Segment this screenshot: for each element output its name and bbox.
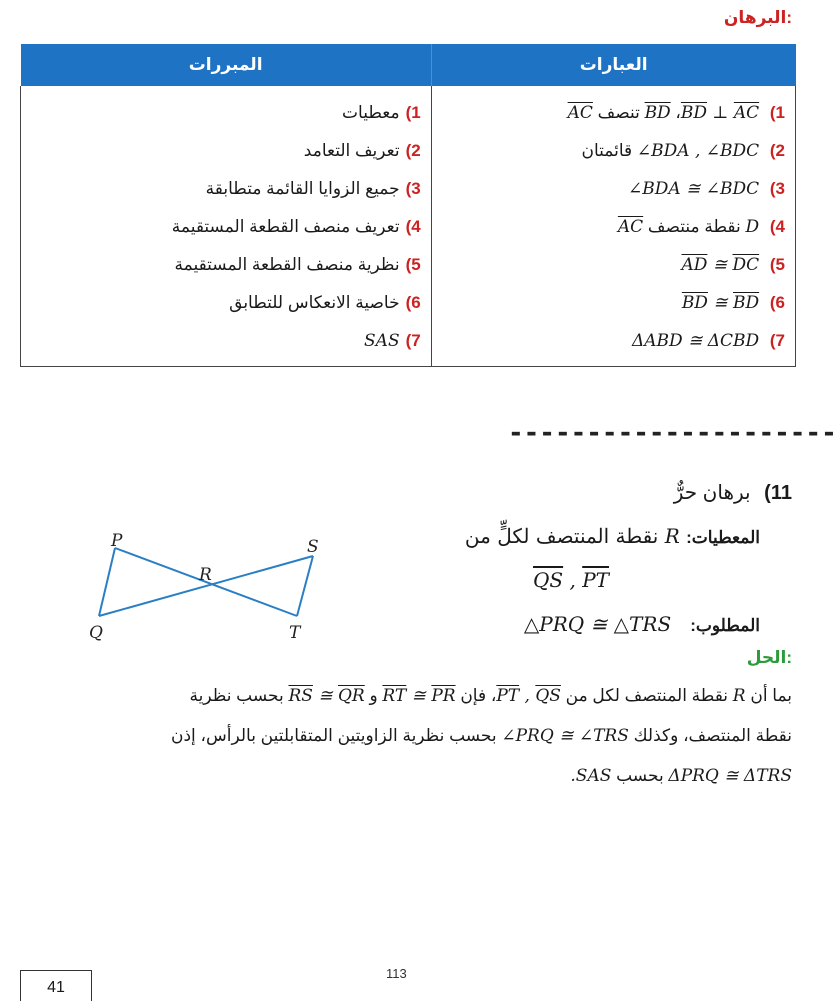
problem-number: 11) [764, 482, 792, 504]
table-row [21, 322, 796, 367]
reason-cell: 5)نظرية منصف القطعة المستقيمة [174, 255, 421, 274]
statement-cell: 6) $\overline{BD}$ ≅ $\overline{BD}$ [431, 284, 795, 322]
reason-cell: 7)SAS [364, 331, 421, 351]
label-q: Q [89, 623, 103, 643]
label-s: S [307, 537, 319, 557]
label-p: P [111, 531, 123, 551]
problem-title-text: برهان حرٌّ [673, 482, 751, 504]
statements-header: العبارات [431, 44, 795, 86]
table-row [21, 208, 796, 246]
statement-cell: 1) $\overline{BD}$ ⊥ $\overline{AC}،$ BD تنصف AC [431, 86, 795, 132]
statement-cell: 7) ΔABD ≅ ΔCBD [431, 322, 795, 367]
given-statement: المعطيات: R نقطة المنتصف لكلٍّ من [464, 524, 760, 548]
reason-cell: 1)معطيات [342, 103, 421, 122]
solution-line-3: ΔPRQ ≅ ΔTRS بحسب SAS. [570, 766, 792, 786]
page-box-number: 41 [20, 970, 92, 1001]
label-r: R [199, 565, 212, 585]
given-label: المعطيات: [686, 528, 760, 547]
solution-line-1: بما أن R نقطة المنتصف لكل من $\overline{PT}$ , $\overline{QS}،$ فإن $\overline{RT}$ ≅ $\overline{PR}$ و $\overline{RS}$ ≅ $\overline{QR}$ بحسب نظرية [189, 686, 792, 706]
statement-cell: 3) ∠BDA ≅ ∠BDC [431, 170, 795, 208]
prove-statement: المطلوب: △PRQ ≅ △TRS [523, 612, 760, 636]
segment-st [297, 556, 313, 616]
proof-heading: البرهان: [723, 8, 792, 27]
statement-cell: 2) ∠BDA , ∠BDC قائمتان [431, 132, 795, 170]
given-segments: $\overline{QS}$ , $\overline{PT}$ [533, 568, 609, 592]
segment: AC [567, 103, 593, 123]
reason-cell: 3)جميع الزوايا القائمة متطابقة [205, 179, 421, 198]
reasons-header: المبررات [21, 44, 432, 86]
segment: BD [644, 103, 671, 123]
statement-cell: 5) $\overline{AD}$ ≅ $\overline{DC}$ [431, 246, 795, 284]
reason-cell: 4)تعريف منصف القطعة المستقيمة [171, 217, 421, 236]
statement-cell: 4) D نقطة منتصف AC [431, 208, 795, 246]
table-row [21, 132, 796, 170]
table-row [21, 246, 796, 284]
page-number: 113 [386, 966, 407, 981]
prove-label: المطلوب: [690, 616, 760, 635]
problem-title [674, 480, 792, 505]
reason-cell: 2)تعريف التعامد [303, 141, 421, 160]
separator-line: --------------------- [508, 418, 837, 448]
solution-text [6, 676, 792, 796]
proof-table [20, 44, 796, 367]
segment-pq [99, 548, 115, 616]
triangles-figure [85, 528, 345, 648]
step-number: 1) [769, 103, 785, 122]
statement-math: $\overline{BD}$ ⊥ $\overline{AC}$ [680, 103, 760, 123]
label-t: T [289, 623, 301, 643]
solution-label: الحل: [746, 648, 792, 667]
solution-line-2: نقطة المنتصف، وكذلك ∠PRQ ≅ ∠TRS بحسب نظرية الزاويتين المتقابلتين بالرأس، إذن [171, 726, 792, 746]
table-row [21, 170, 796, 208]
reason-cell: 6)خاصية الانعكاس للتطابق [229, 293, 421, 312]
table-row [21, 86, 796, 132]
table-row [21, 284, 796, 322]
